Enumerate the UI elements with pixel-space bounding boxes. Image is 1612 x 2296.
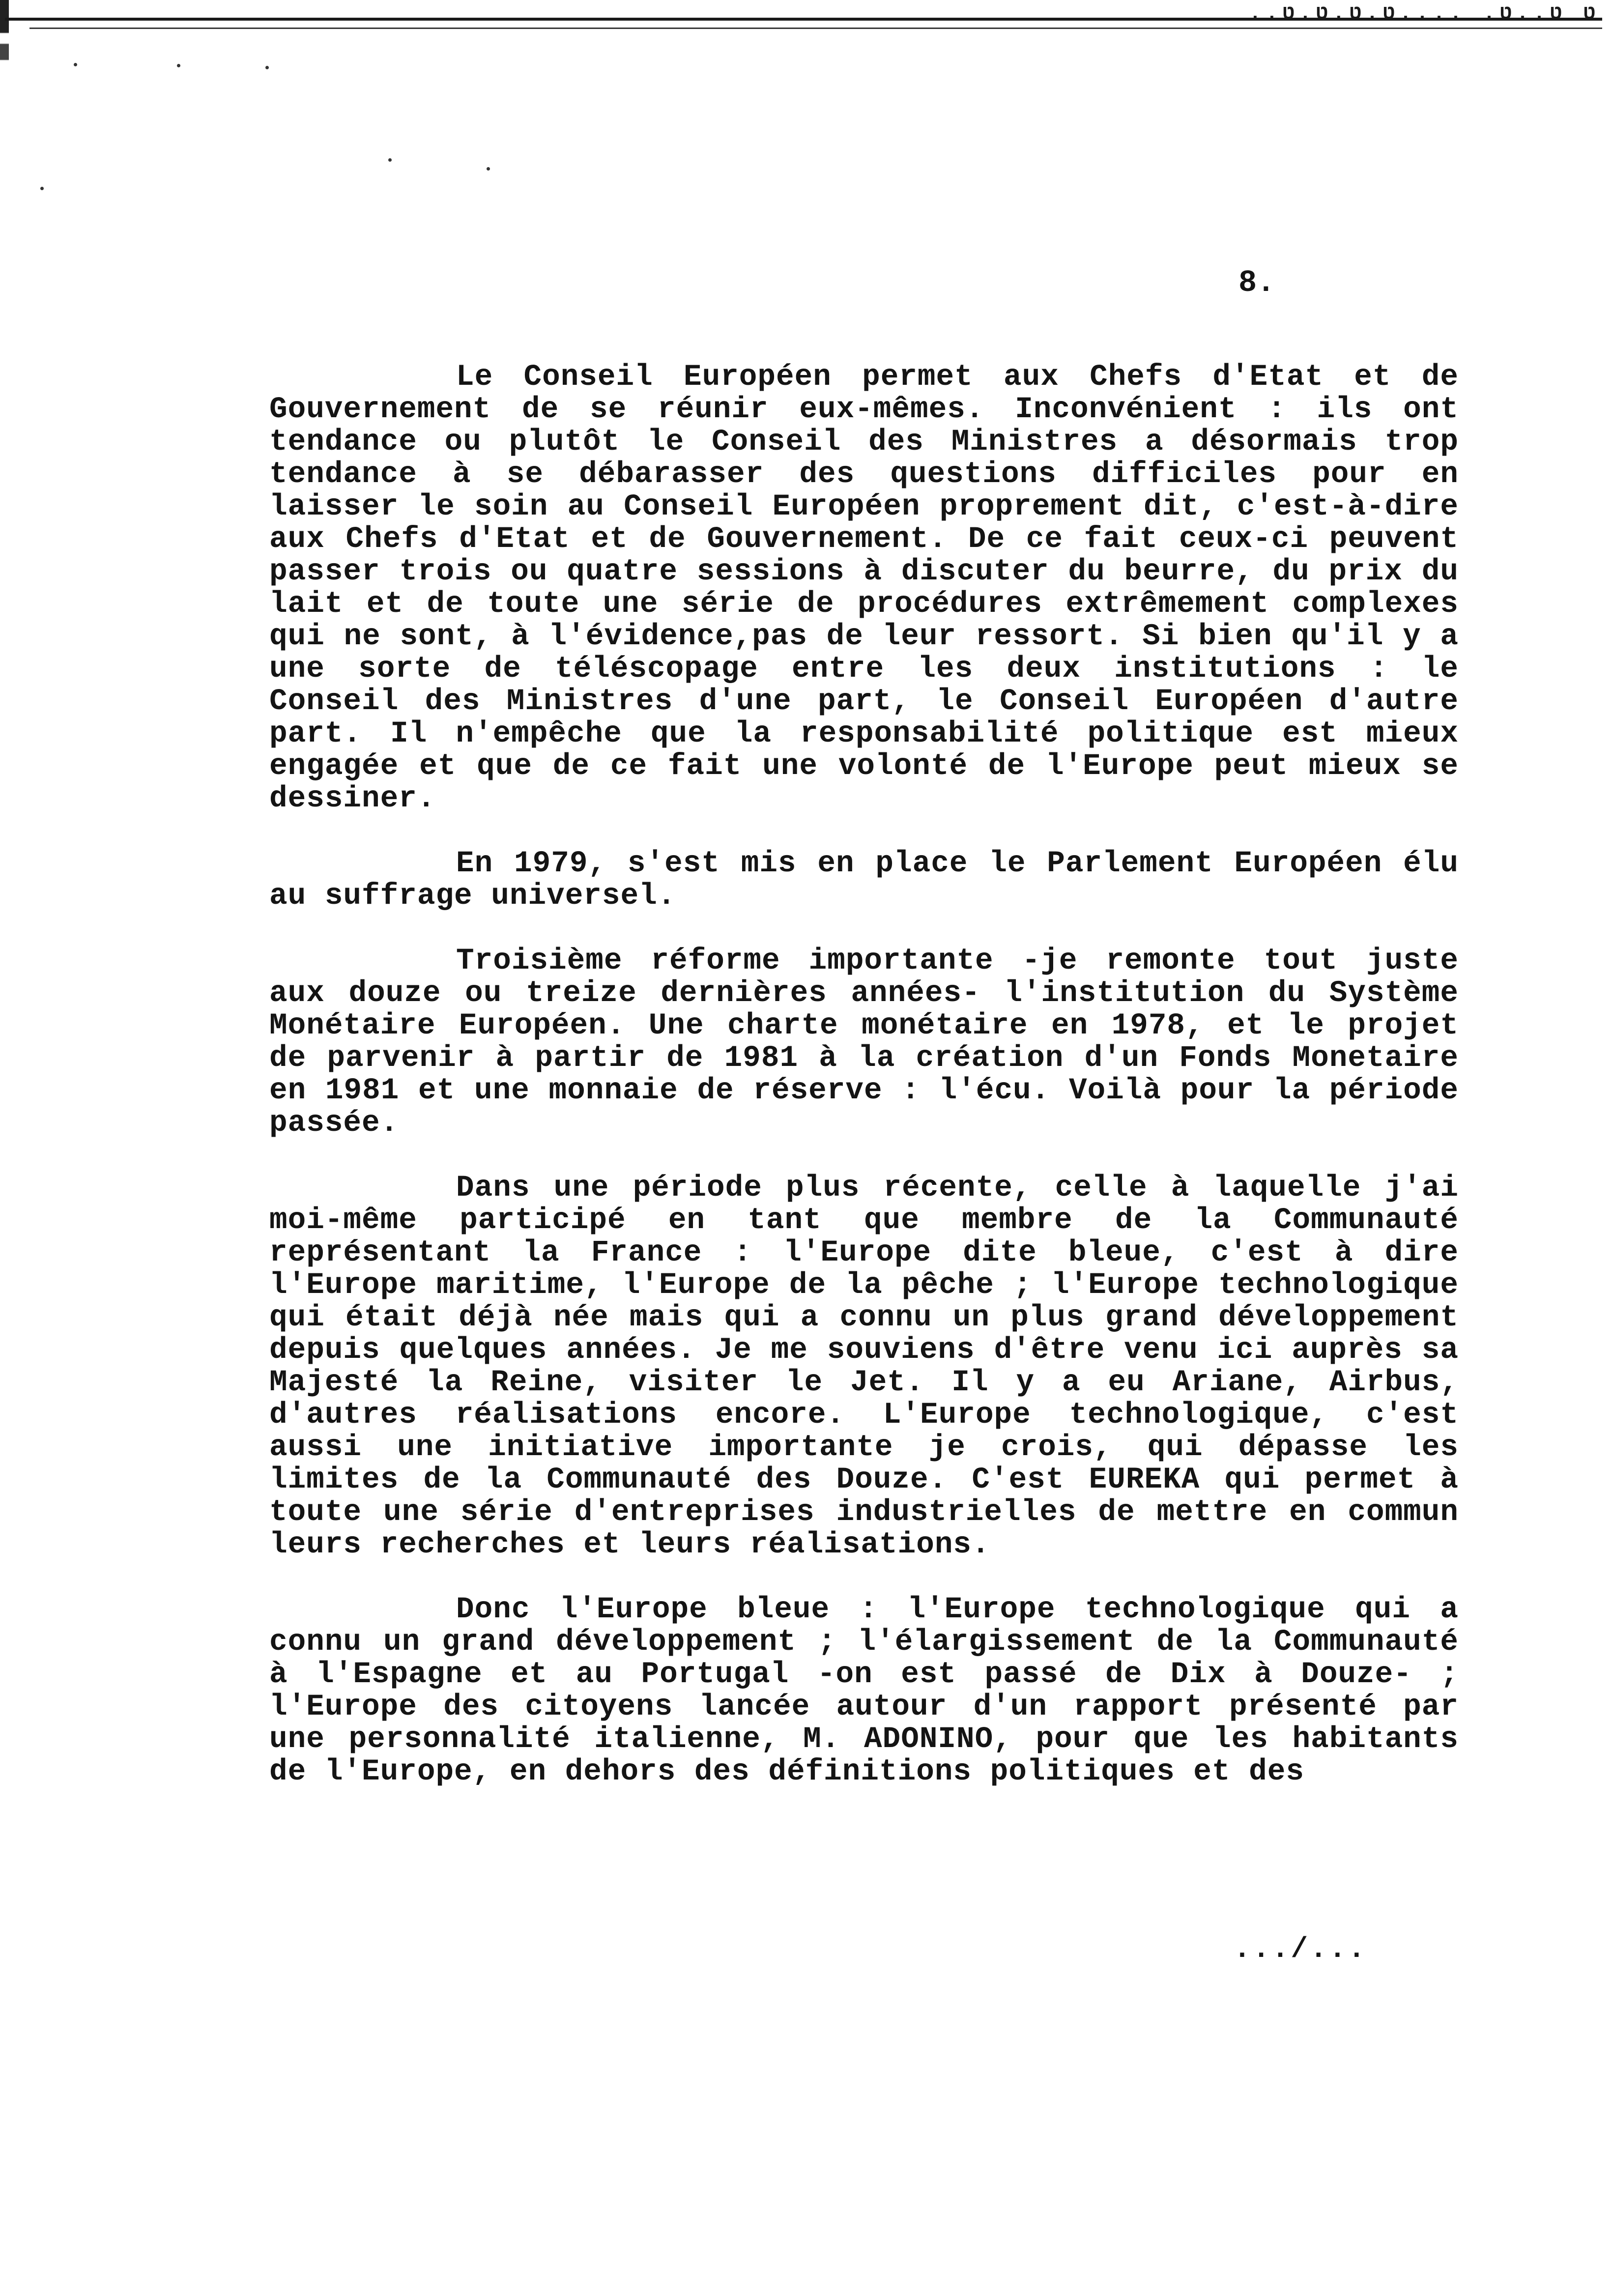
document-body — [269, 361, 1459, 1821]
scan-speck — [388, 158, 392, 162]
continuation-mark: .../... — [1234, 1934, 1367, 1966]
scan-speck — [40, 187, 44, 190]
paragraph-blue-europe: Donc l'Europe bleue : l'Europe technologique qui a connu un grand développement ; l'élargissement de la Communauté à l'Espagne et au Portugal -on est passé de Dix à Douze- ; l'Europe des citoyens lancée autour d'un rapport présenté par une personnalité italienne, M. ADONINO, pour que les habitants de l'Europe, en dehors des définitions politiques et des — [269, 1593, 1459, 1789]
scan-speck — [177, 64, 180, 67]
paragraph-parliament-1979: En 1979, s'est mis en place le Parlement Européen élu au suffrage universel. — [269, 847, 1459, 913]
scan-speck — [487, 167, 490, 171]
header-rule-secondary — [29, 28, 1602, 29]
header-fragment: ..ט ט..ט. ....ט.ט.ט.ט — [1249, 3, 1600, 25]
paragraph-recent-period: Dans une période plus récente, celle à laquelle j'ai moi-même participé en tant que membre de la Communauté représentant la France : l'Europe dite bleue, c'est à dire l'Europe maritime, l'Europe de la pêche ; l'Europe technologique qui était déjà née mais qui a connu un plus grand développement depuis quelques années. Je me souviens d'être venu ici auprès sa Majesté la Reine, visiter le Jet. Il y a eu Ariane, Airbus, d'autres réalisations encore. L'Europe technologique, c'est aussi une initiative importante je crois, qui dépasse les limites de la Communauté des Douze. C'est EUREKA qui permet à toute une série d'entreprises industrielles de mettre en commun leurs recherches et leurs réalisations. — [269, 1171, 1459, 1562]
paragraph-monetary-system: Troisième réforme importante -je remonte tout juste aux douze ou treize dernières années- l'institution du Système Monétaire Européen. Une charte monétaire en 1978, et le projet de parvenir à partir de 1981 à la création d'un Fonds Monetaire en 1981 et une monnaie de réserve : l'écu. Voilà pour la période passée. — [269, 944, 1459, 1140]
scan-speck — [265, 66, 269, 69]
scan-edge-mark — [0, 0, 9, 108]
page-number: 8. — [1238, 265, 1275, 300]
scan-speck — [74, 63, 77, 66]
paragraph-european-council: Le Conseil Européen permet aux Chefs d'Etat et de Gouvernement de se réunir eux-mêmes. Inconvénient : ils ont tendance ou plutôt le Conseil des Ministres a désormais trop tendance à se débarasser des questions difficiles pour en laisser le soin au Conseil Européen proprement dit, c'est-à-dire aux Chefs d'Etat et de Gouvernement. De ce fait ceux-ci peuvent passer trois ou quatre sessions à discuter du beurre, du prix du lait et de toute une série de procédures extrêmement complexes qui ne sont, à l'évidence,pas de leur ressort. Si bien qu'il y a une sorte de téléscopage entre les deux institutions : le Conseil des Ministres d'une part, le Conseil Européen d'autre part. Il n'empêche que la responsabilité politique est mieux engagée et que de ce fait une volonté de l'Europe peut mieux se dessiner. — [269, 360, 1459, 816]
